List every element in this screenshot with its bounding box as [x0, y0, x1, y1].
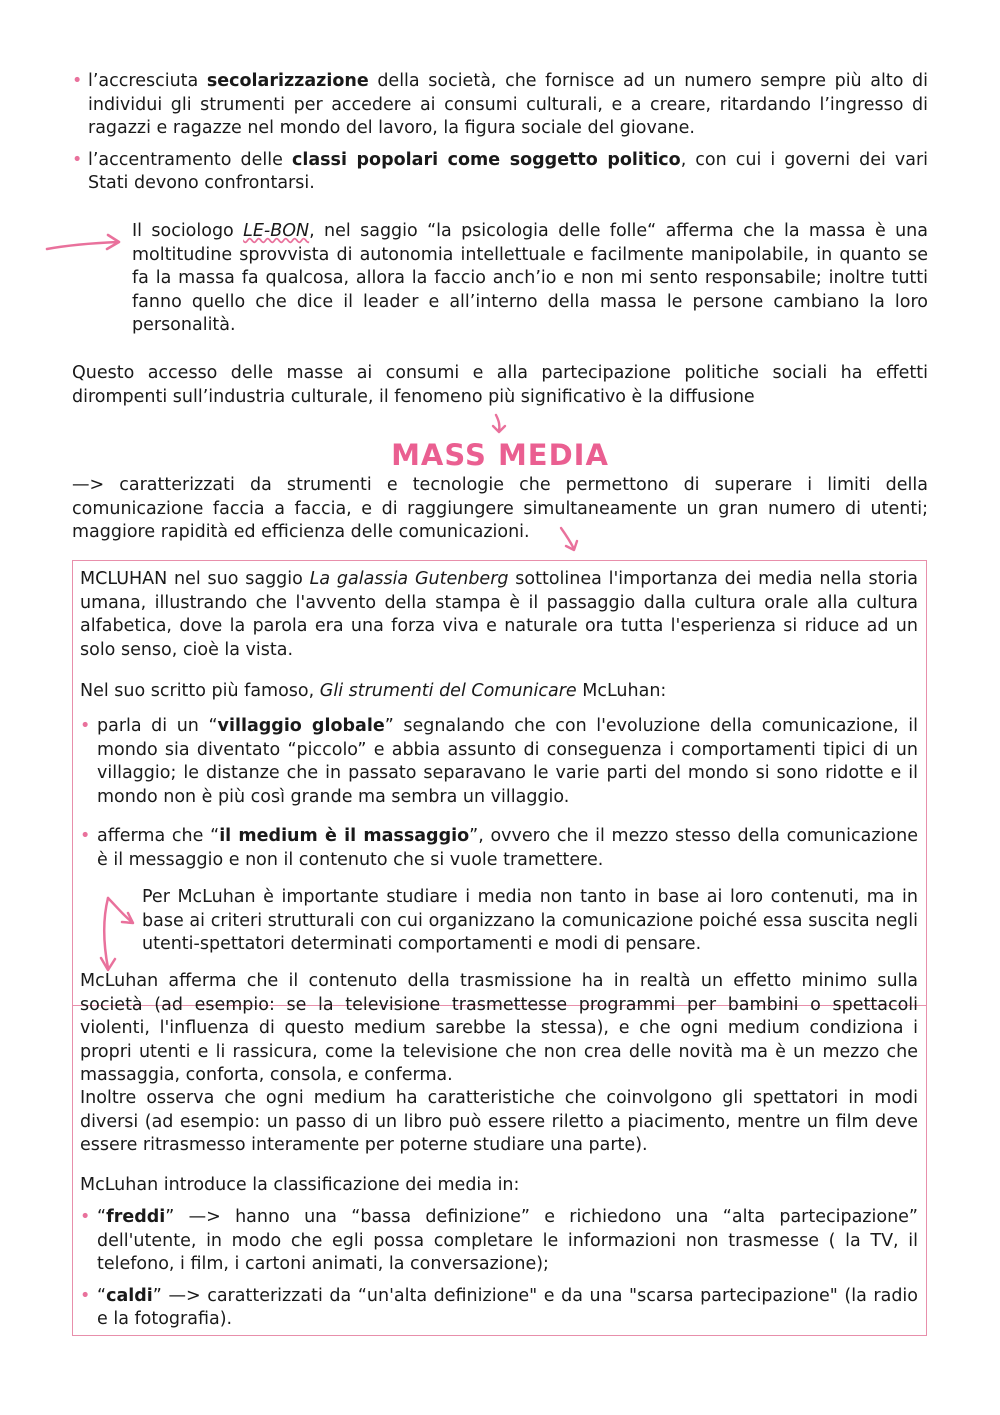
- mass-media-heading: MASS MEDIA: [391, 438, 609, 472]
- access-paragraph: Questo accesso delle masse ai consumi e alla partecipazione politiche sociali ha effetti dirompenti sull’industria culturale, il fenomeno più significativo è la diffusione: [72, 363, 928, 407]
- bold-term: il medium è il massaggio: [219, 826, 470, 846]
- curved-arrow-icon: [94, 892, 138, 974]
- list-item: • “freddi” —> hanno una “bassa definizione” e richiedono una “alta partecipazione” dell'utente, in modo che egli possa completare le informazioni non trasmesse ( la TV, il telefono, i film, i cartoni animati, la conversazione);: [80, 1206, 918, 1277]
- mcluhan-observation: Inoltre osserva che ogni medium ha caratteristiche che coinvolgono gli spettatori in modi diversi (ad esempio: un passo di un libro può essere riletto a piacimento, mentre un film deve essere ritrasmesso interamente per poterne studiare una parte).: [80, 1088, 918, 1155]
- book-title: Gli strumenti del Comunicare: [319, 681, 577, 701]
- bold-term: secolarizzazione: [206, 71, 369, 91]
- list-item: • l’accresciuta secolarizzazione della società, che fornisce ad un numero sempre più alto di individui gli strumenti per accedere ai consumi culturali, e a creare, ritardando l’ingresso di ragazzi e ragazze nel mondo del lavoro, la figura sociale del giovane.: [72, 70, 928, 141]
- classification-intro: McLuhan introduce la classificazione dei media in:: [80, 1175, 520, 1195]
- bold-term: classi popolari come soggetto politico: [291, 149, 681, 170]
- mass-media-description: —> caratterizzati da strumenti e tecnologie che permettono di superare i limiti della comunicazione faccia a faccia, e di raggiungere simultaneamente un gran numero di utenti; maggiore rapidità ed efficienza delle comunicazioni.: [72, 475, 928, 542]
- mcluhan-intro: MCLUHAN nel suo saggio La galassia Gutenberg sottolinea l'importanza dei media nella storia umana, illustrando che l'avvento della stampa è il passaggio dalla cultura orale alla cultura alfabetica, dove la parola era una forza viva e naturale ora tutta l'esperienza si riduce ad un solo senso, cioè la vista.: [80, 569, 918, 660]
- mcluhan-effect: McLuhan afferma che il contenuto della trasmissione ha in realtà un effetto minimo sulla società (ad esempio: se la televisione trasmettesse programmi per bambini o spettacoli violenti, l'influenza di questo medium sarebbe la stessa), e che ogni medium condiziona i propri utenti e li rassicura, come la televisione che non crea delle novità ma è un mezzo che massaggia, conforta, consola, e conferma.: [80, 971, 918, 1085]
- lebon-paragraph: Il sociologo LE-BON, nel saggio “la psicologia delle folle“ afferma che la massa è una moltitudine sprovvista di autonomia intellettuale e facilmente manipolabile, in quanto se fa la massa fa qualcosa, allora la faccio anch’io e non mi sento responsabile; inoltre tutti fanno quello che dice il leader e all’interno della massa le persone cambiano la loro personalità.: [132, 221, 928, 335]
- mcluhan-bullet-list: [80, 715, 918, 888]
- top-bullet-list: [72, 70, 928, 204]
- bold-term: freddi: [106, 1207, 166, 1227]
- mcluhan-famous: Nel suo scritto più famoso, Gli strumenti del Comunicare McLuhan:: [80, 681, 667, 701]
- list-item: • “caldi” —> caratterizzati da “un'alta definizione" e da una "scarsa partecipazione" (la radio e la fotografia).: [80, 1285, 918, 1332]
- classification-list: [80, 1206, 918, 1348]
- right-arrow-icon: [44, 230, 124, 256]
- list-item: • l’accentramento delle classi popolari come soggetto politico, con cui i governi dei vari Stati devono confrontarsi.: [72, 149, 928, 196]
- book-title: La galassia Gutenberg: [309, 569, 509, 589]
- author-name: LE-BON: [243, 221, 310, 241]
- list-item: • parla di un “villaggio globale” segnalando che con l'evoluzione della comunicazione, il mondo sia diventato “piccolo” e abbia assunto di conseguenza i comportamenti tipici di un villaggio; le distanze che in passato separavano le varie parti del mondo si sono ridotte e il mondo non è più così grande ma sembra un villaggio.: [80, 715, 918, 809]
- bold-term: caldi: [106, 1285, 153, 1306]
- mcluhan-note: Per McLuhan è importante studiare i media non tanto in base ai loro contenuti, ma in base ai criteri strutturali con cui organizzano la comunicazione poiché essa suscita negli utenti-spettatori determinati comportamenti e modi di pensare.: [142, 887, 918, 954]
- down-arrow-icon: [488, 413, 510, 435]
- list-item: • afferma che “il medium è il massaggio”, ovvero che il mezzo stesso della comunicazione è il messaggio e non il contenuto che si vuole tramettere.: [80, 825, 918, 872]
- bold-term: villaggio globale: [217, 716, 385, 736]
- down-arrow-icon: [556, 525, 584, 555]
